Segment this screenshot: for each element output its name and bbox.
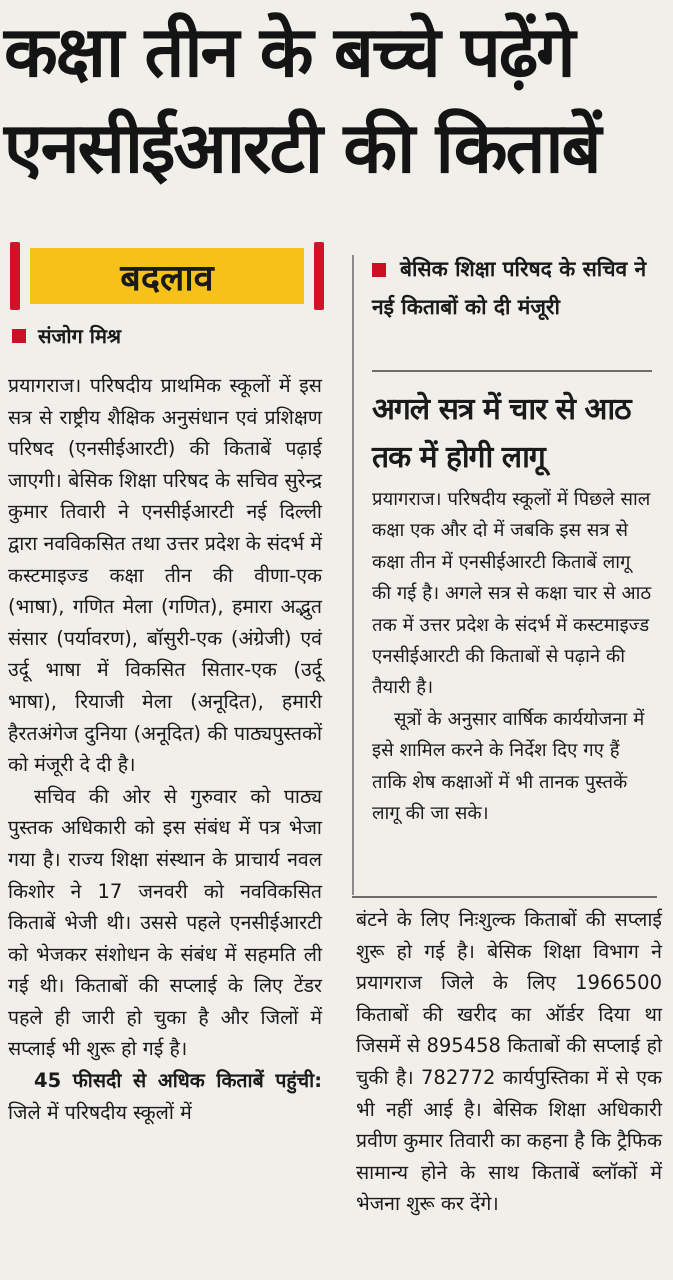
- summary-point: [372, 250, 657, 326]
- headline-line-2: एनसीईआरटी की किताबें: [4, 107, 600, 189]
- right-column-continued: [356, 904, 662, 1220]
- left-column: [8, 370, 322, 1128]
- section-tag: [10, 242, 324, 310]
- tag-label: बदलाव: [30, 248, 304, 304]
- headline: [4, 6, 669, 198]
- sidebar-story: [372, 484, 654, 829]
- left-para-3: [8, 1065, 322, 1128]
- left-para-2: सचिव की ओर से गुरुवार को पाठ्य पुस्तक अधिकारी को इस संबंध में पत्र भेजा गया है। राज्य शिक्षा संस्थान के प्राचार्य नवल किशोर ने 17 जनवरी को नवविकसित किताबें भेजी थी। उससे पहले एनसीईआरटी को भेजकर संशोधन के संबंध में सहमति ली गई थी। किताबों की सप्लाई के लिए टेंडर पहले ही जारी हो चुका है और जिलों में सप्लाई भी शुरू हो गई है।: [8, 784, 322, 1061]
- tag-bar-right: [314, 242, 324, 310]
- column-divider: [352, 255, 354, 895]
- bullet-square-icon: [12, 329, 26, 343]
- headline-line-1: कक्षा तीन के बच्चे पढ़ेंगे: [4, 11, 574, 93]
- author-name: संजोग मिश्र: [38, 324, 122, 348]
- summary-divider: [372, 370, 652, 372]
- tag-bar-left: [10, 242, 20, 310]
- byline: [12, 322, 121, 349]
- sidebar-para-1: प्रयागराज। परिषदीय स्कूलों में पिछले साल कक्षा एक और दो में जबकि इस सत्र से कक्षा तीन में एनसीईआरटी किताबें लागू की गई है। अगले सत्र से कक्षा चार से आठ तक में उत्तर प्रदेश के संदर्भ में कस्टमाइज्ड एनसीईआरटी की किताबों से पढ़ाने की तैयारी है।: [372, 489, 652, 699]
- left-subheading: 45 फीसदी से अधिक किताबें पहुंची:: [34, 1069, 322, 1093]
- summary-text: बेसिक शिक्षा परिषद के सचिव ने नई किताबों को दी मंजूरी: [372, 257, 647, 319]
- right-para-1: बंटने के लिए निःशुल्क किताबों की सप्लाई शुरू हो गई है। बेसिक शिक्षा विभाग ने प्रयागराज जिले के लिए 1966500 किताबों की खरीद का ऑर्डर दिया था जिसमें से 895458 किताबों की सप्लाई हो चुकी है। 782772 कार्यपुस्तिका में से एक भी नहीं आई है। बेसिक शिक्षा अधिकारी प्रवीण कुमार तिवारी का कहना है कि ट्रैफिक सामान्य होने के साथ किताबें ब्लॉकों में भेजना शुरू कर देंगे।: [356, 908, 662, 1216]
- sidebar-bottom-divider: [352, 896, 657, 898]
- bullet-square-icon: [372, 263, 386, 277]
- sidebar-para-2: सूत्रों के अनुसार वार्षिक कार्ययोजना में इसे शामिल करने के निर्देश दिए गए हैं ताकि शेष कक्षाओं में भी तानक पुस्तकें लागू की जा सके।: [372, 708, 645, 825]
- left-para-3-text: जिले में परिषदीय स्कूलों में: [8, 1100, 192, 1124]
- left-para-1: प्रयागराज। परिषदीय प्राथमिक स्कूलों में इस सत्र से राष्ट्रीय शैक्षिक अनुसंधान एवं प्रशिक्षण परिषद (एनसीईआरटी) की किताबें पढ़ाई जाएगी। बेसिक शिक्षा परिषद के सचिव सुरेन्द्र कुमार तिवारी ने एनसीईआरटी नई दिल्ली द्वारा नवविकसित तथा उत्तर प्रदेश के संदर्भ में कस्टमाइज्ड कक्षा तीन की वीणा-एक (भाषा), गणित मेला (गणित), हमारा अद्भुत संसार (पर्यावरण), बॉसुरी-एक (अंग्रेजी) एवं उर्दू भाषा में विकसित सितार-एक (उर्दू भाषा), रियाजी मेला (अनूदित), हमारी हैरतअंगेज दुनिया (अनूदित) की पाठ्यपुस्तकों को मंजूरी दे दी है।: [8, 374, 322, 777]
- sub-headline: अगले सत्र में चार से आठ तक में होगी लागू: [372, 392, 631, 475]
